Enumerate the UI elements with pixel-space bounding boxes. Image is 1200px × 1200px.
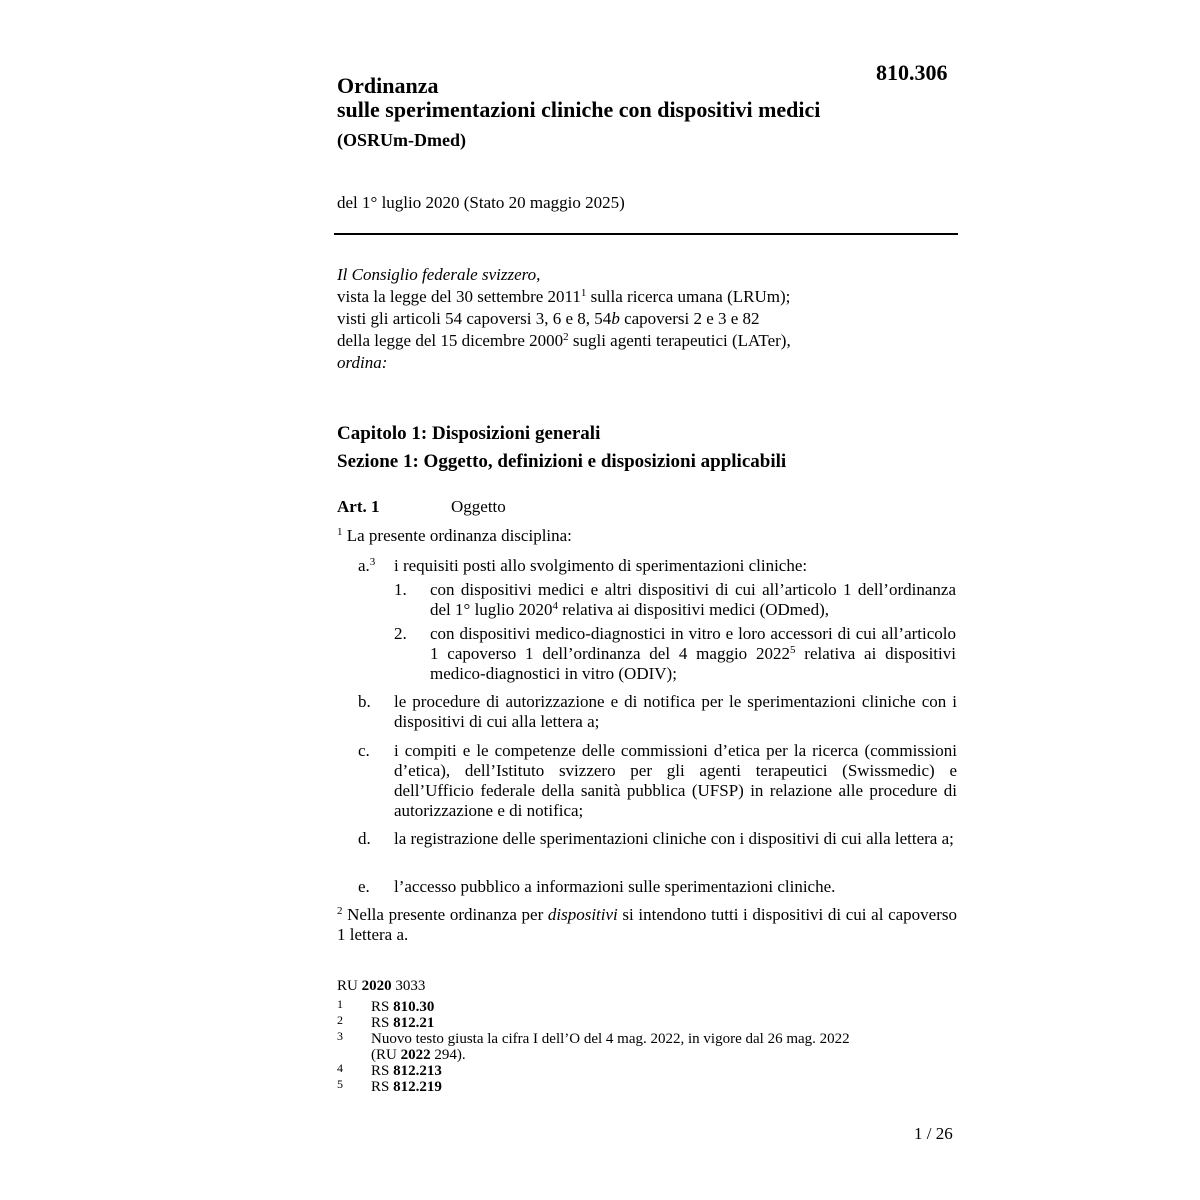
- footnote-1: 1 RS 810.30: [337, 997, 435, 1015]
- doc-title: sulle sperimentazioni cliniche con dispositivi medici: [337, 97, 821, 122]
- section-title: Sezione 1: Oggetto, definizioni e disposizioni applicabili: [337, 451, 787, 472]
- header-divider: [334, 233, 958, 235]
- preamble-line-2: visti gli articoli 54 capoversi 3, 6 e 8, 54b capoversi 2 e 3 e 82: [337, 309, 760, 328]
- official-compilation-ref: RU 2020 3033: [337, 978, 426, 994]
- sub-item-2: con dispositivi medico-diagnostici in vitro e loro accessori di cui all’articolo 1 capoverso 1 dell’ordinanza del 4 maggio 2022$^5$ relativa ai dispositivi medico-diagnostici in vitro (ODIV);: [430, 624, 956, 683]
- page-indicator: 1 / 26: [914, 1124, 953, 1143]
- chapter-heading: [337, 420, 786, 476]
- footnote-ref-2[interactable]: 2: [563, 331, 569, 343]
- footnote-ref-1[interactable]: 1: [580, 287, 587, 299]
- footnote-2: 2 RS 812.21: [337, 1013, 435, 1031]
- list-item-c: i compiti e le competenze delle commissioni d’etica per la ricerca (commissioni d’etica), dell’Istituto svizzero per gli agenti terapeutici (Swissmedic) e dell’Ufficio federale della sanità pubblica (UFSP) in relazione alle procedure di autorizzazione e di notifica;: [394, 741, 957, 820]
- preamble-decree: ordina:: [337, 353, 388, 372]
- article-paragraph-2: $^2$ Nella presente ordinanza per dispositivi si intendono tutti i dispositivi di cui al capoverso 1 lettera a.: [337, 905, 957, 944]
- list-letter-e: e.: [358, 877, 370, 896]
- footnote-ref-5[interactable]: 5: [789, 644, 796, 656]
- list-letter-a: a.$^3$: [358, 556, 376, 575]
- preamble: [337, 264, 957, 374]
- footnote-3: 3 Nuovo testo giusta la cifra I dell’O del 4 mag. 2022, in vigore dal 26 mag. 2022 (RU 2022 294).: [337, 1029, 850, 1063]
- chapter-title: Capitolo 1: Disposizioni generali: [337, 423, 601, 444]
- footnotes: [337, 978, 850, 1095]
- footnote-5: 5 RS 812.219: [337, 1077, 442, 1095]
- article-number: Art. 1: [337, 497, 380, 516]
- article-paragraph-1: $^1$ La presente ordinanza disciplina:: [337, 526, 572, 545]
- doc-title-type: Ordinanza: [337, 73, 439, 98]
- sub-number-2: 2.: [394, 624, 407, 643]
- doc-date-status: del 1° luglio 2020 (Stato 20 maggio 2025): [337, 193, 625, 212]
- list-letter-b: b.: [358, 692, 371, 711]
- list-letter-d: d.: [358, 829, 371, 848]
- list-item-d: la registrazione delle sperimentazioni cliniche con i dispositivi di cui alla lettera a;: [394, 829, 954, 848]
- list-item-e: l’accesso pubblico a informazioni sulle sperimentazioni cliniche.: [394, 877, 836, 896]
- preamble-line-1: vista la legge del 30 settembre 2011$^1$ sulla ricerca umana (LRUm);: [337, 287, 791, 306]
- list-letter-c: c.: [358, 741, 370, 760]
- preamble-line-3: della legge del 15 dicembre 2000$^2$ sugli agenti terapeutici (LATer),: [337, 331, 791, 350]
- sr-number: 810.306: [876, 60, 948, 85]
- sub-item-1: con dispositivi medici e altri dispositivi di cui all’articolo 1 dell’ordinanza del 1° luglio 2020$^4$ relativa ai dispositivi medici (ODmed),: [430, 580, 956, 619]
- footnote-ref-3[interactable]: 3: [369, 556, 376, 568]
- doc-abbreviation: (OSRUm-Dmed): [337, 130, 466, 150]
- footnote-4: 4 RS 812.213: [337, 1061, 442, 1079]
- sub-number-1: 1.: [394, 580, 407, 599]
- preamble-issuer: Il Consiglio federale svizzero,: [337, 265, 541, 284]
- list-item-b: le procedure di autorizzazione e di notifica per le sperimentazioni cliniche con i dispositivi di cui alla lettera a;: [394, 692, 957, 731]
- article-title: Oggetto: [451, 497, 506, 516]
- list-item-a: i requisiti posti allo svolgimento di sperimentazioni cliniche:: [394, 556, 808, 575]
- footnote-ref-4[interactable]: 4: [552, 600, 558, 612]
